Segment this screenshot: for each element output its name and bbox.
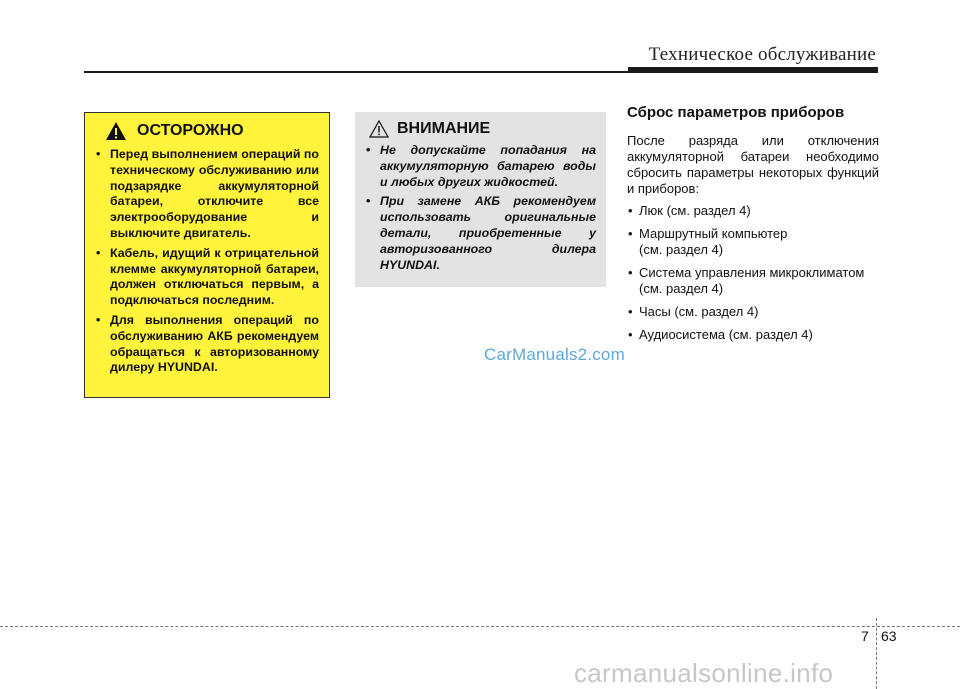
page-header-title: Техническое обслуживание — [648, 44, 876, 65]
header-bar — [628, 67, 878, 73]
warning-header — [105, 121, 319, 141]
warning-title: ОСТОРОЖНО — [137, 122, 244, 139]
section-intro: После разряда или отключения аккумуляторной батареи необходимо сбросить параметры некоторых функций и приборов: — [627, 133, 879, 196]
warning-item: • Для выполнения операций по обслуживанию АКБ рекомендуем обращаться к авторизованному дилеру HYUNDAI. — [93, 313, 319, 376]
list-item: • Часы (см. раздел 4) — [627, 304, 879, 320]
chapter-number: 7 — [861, 628, 869, 644]
warning-list — [93, 147, 319, 376]
warning-item: • Кабель, идущий к отрицательной клемме аккумуляторной батареи, должен отключаться первым, а подключаться последним. — [93, 246, 319, 309]
caution-item: • При замене АКБ рекомендуем использовать оригинальные детали, приобретенные у авторизованного дилера HYUNDAI. — [363, 194, 596, 273]
section-heading: Сброс параметров приборов — [627, 104, 845, 121]
caution-item: • Не допускайте попадания на аккумуляторную батарею воды и любых других жидкостей. — [363, 143, 596, 190]
page-number: 63 — [881, 628, 897, 644]
header-rule — [84, 71, 630, 73]
footer-site-link[interactable]: carmanualsonline.info — [574, 658, 834, 688]
caution-title: ВНИМАНИЕ — [397, 120, 491, 137]
list-item: • Люк (см. раздел 4) — [627, 203, 879, 219]
footer-divider — [0, 626, 960, 627]
warning-triangle-icon — [105, 121, 127, 141]
list-item: • Маршрутный компьютер (см. раздел 4) — [627, 226, 879, 258]
warning-item: • Перед выполнением операций по техническому обслуживанию или подзарядке аккумуляторной батареи, отключите все электрооборудование и выключите двигатель. — [93, 147, 319, 242]
warning-box — [84, 112, 330, 398]
caution-triangle-icon — [369, 120, 389, 138]
caution-header — [369, 120, 596, 138]
reset-section — [627, 104, 879, 350]
reset-item-list — [627, 203, 879, 343]
footer-vertical-divider — [876, 618, 877, 689]
caution-list — [363, 143, 596, 273]
caution-box — [355, 112, 606, 287]
list-item: • Система управления микроклиматом (см. раздел 4) — [627, 265, 879, 297]
watermark-link[interactable]: CarManuals2.com — [484, 345, 625, 364]
list-item: • Аудиосистема (см. раздел 4) — [627, 327, 879, 343]
